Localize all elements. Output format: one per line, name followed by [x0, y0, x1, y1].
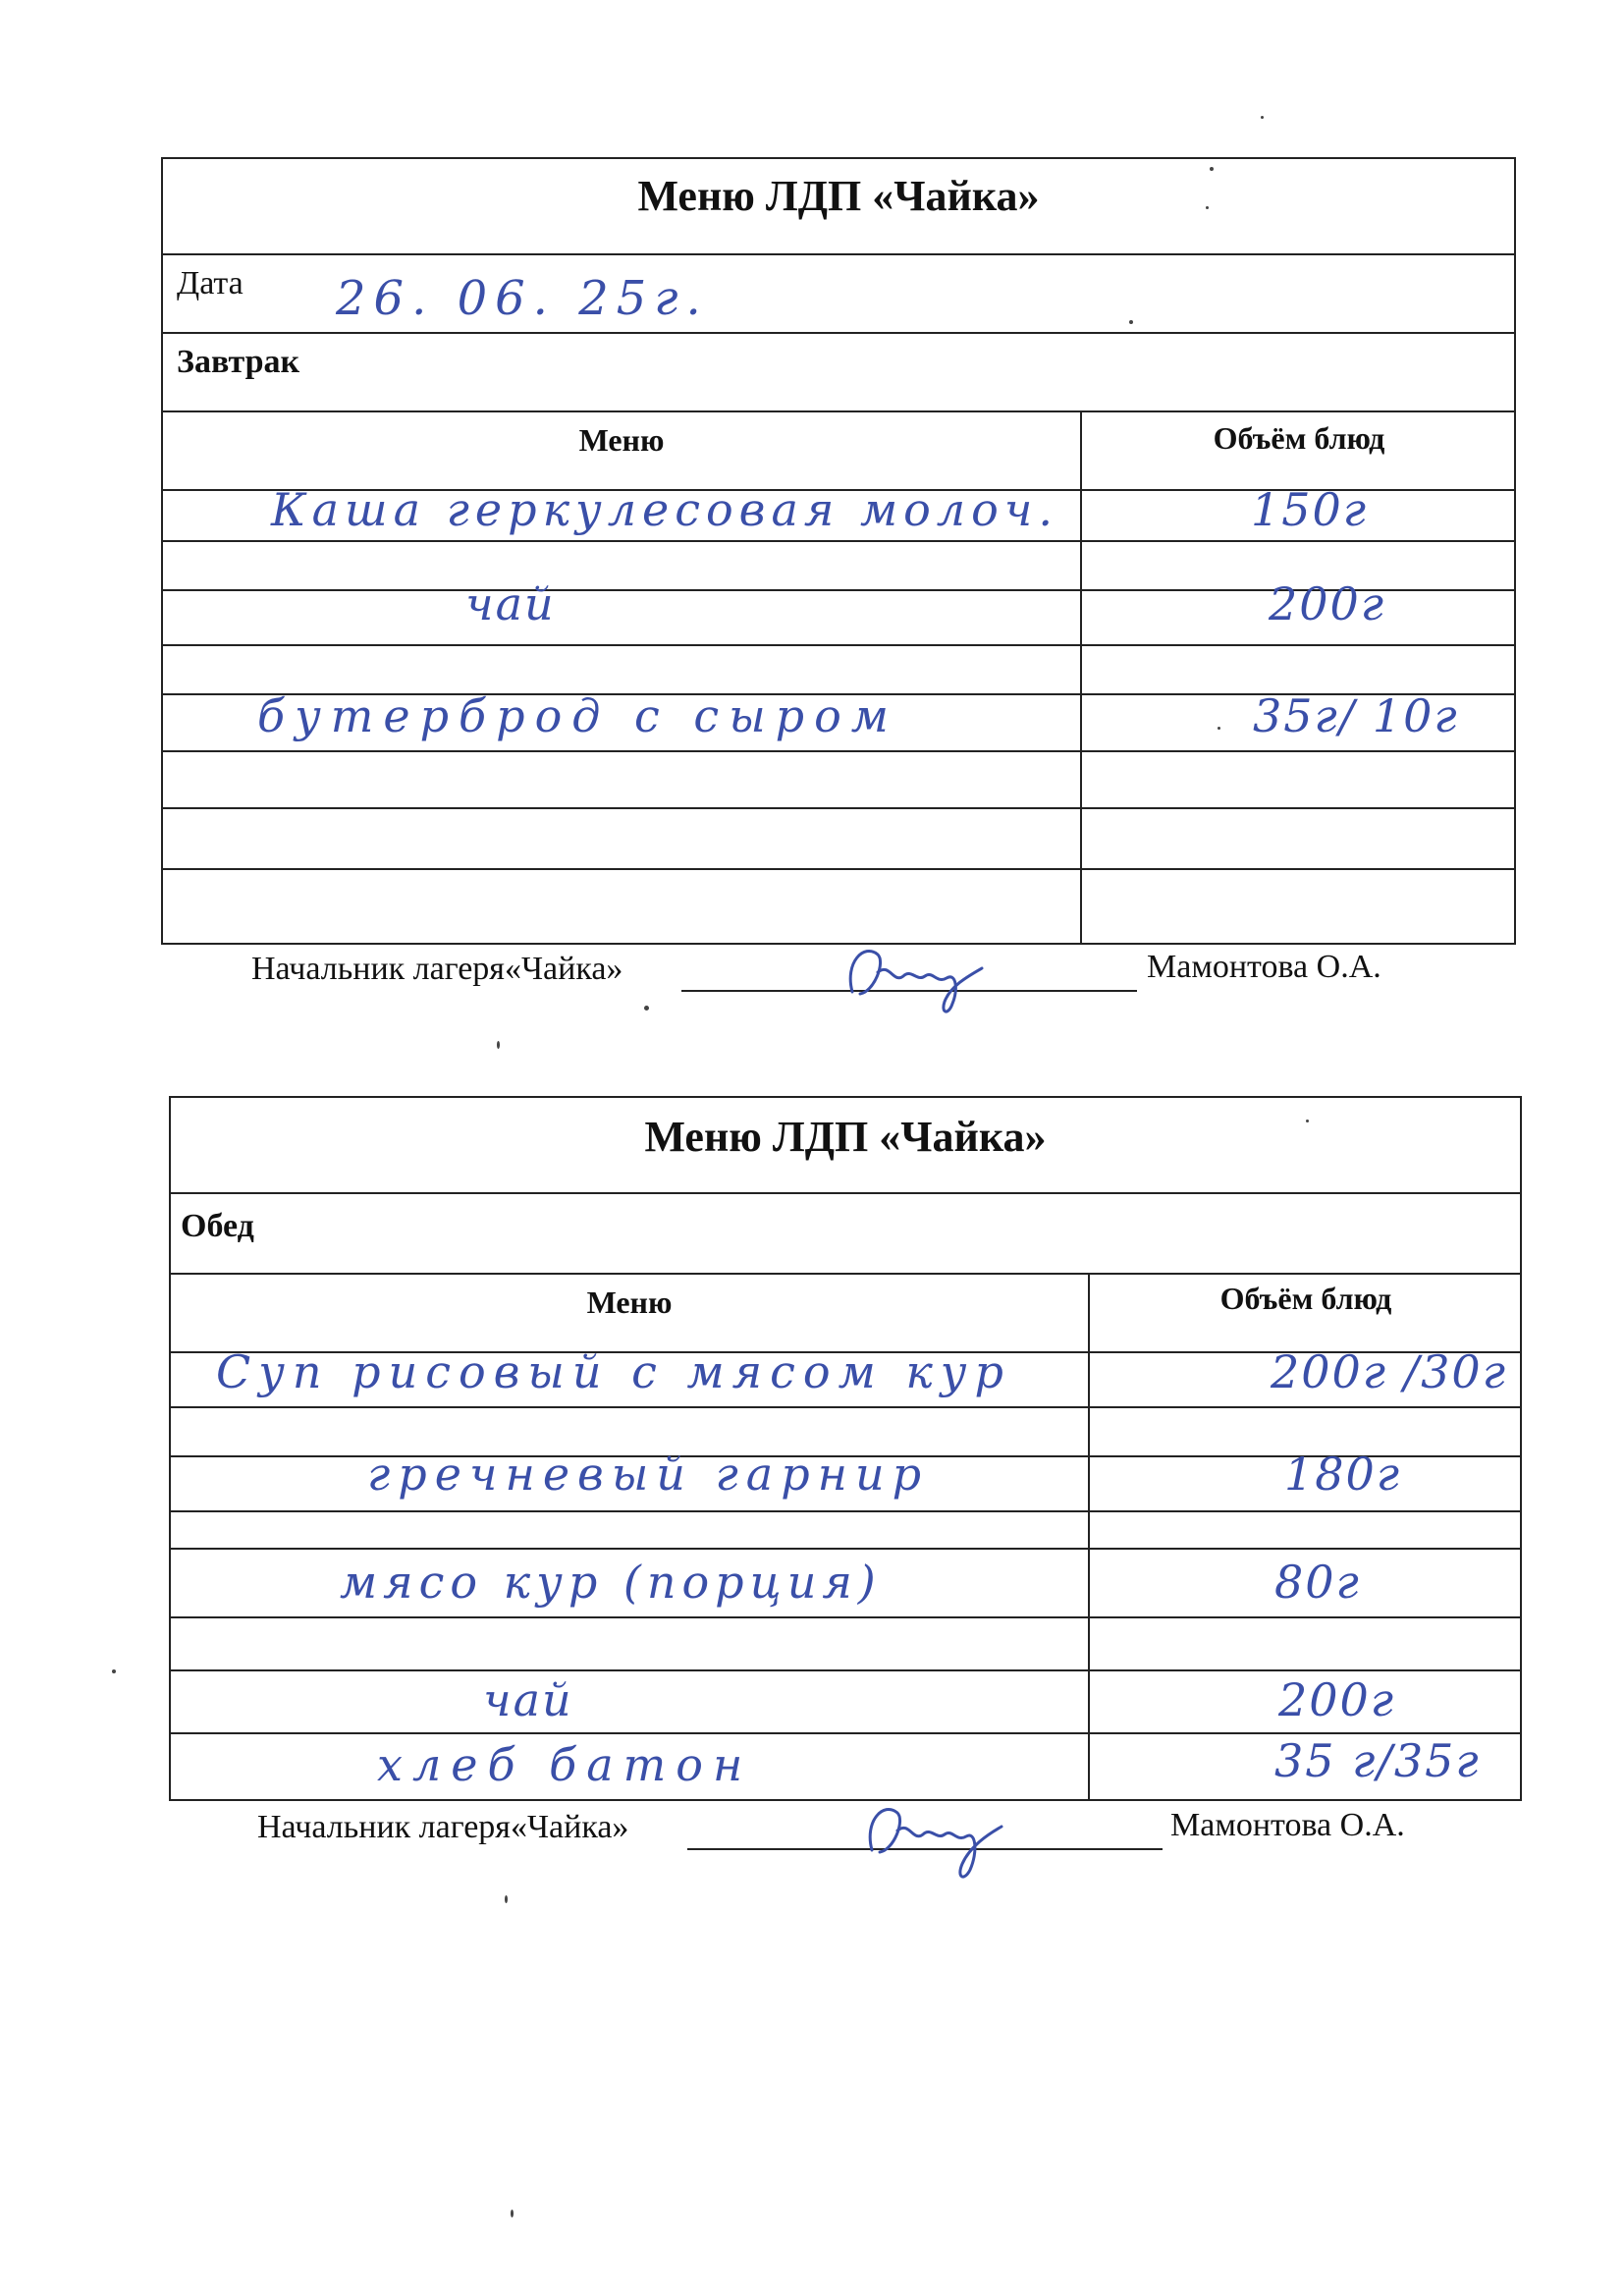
row-line	[171, 1669, 1520, 1671]
divider	[171, 1273, 1520, 1275]
column-header-volume: Объём блюд	[1219, 1281, 1392, 1316]
scan-speck	[505, 1895, 508, 1903]
footer-position: Начальник лагеря«Чайка»	[257, 1809, 629, 1845]
column-header-menu: Меню	[578, 422, 665, 458]
scan-speck	[112, 1669, 116, 1673]
row-line	[163, 750, 1514, 752]
row-line	[171, 1616, 1520, 1618]
footer-position: Начальник лагеря«Чайка»	[251, 951, 623, 987]
column-header-menu: Меню	[586, 1285, 673, 1320]
volume-entry: 35г/ 10г	[1253, 689, 1459, 742]
date-label: Дата	[177, 265, 244, 301]
row-line	[171, 1548, 1520, 1550]
volume-entry: 200г /30г	[1271, 1345, 1507, 1398]
dish-entry: Каша геркулесовая молоч.	[271, 483, 1059, 536]
scan-speck	[1210, 167, 1214, 171]
scan-speck	[511, 2210, 514, 2217]
scan-speck	[1261, 116, 1264, 119]
volume-entry: 180г	[1284, 1448, 1402, 1501]
scan-speck	[1206, 206, 1209, 209]
row-line	[163, 644, 1514, 646]
volume-entry: 35 г/35г	[1274, 1734, 1481, 1787]
breakfast-menu-form	[161, 157, 1516, 945]
scan-speck	[644, 1006, 649, 1011]
divider	[171, 1192, 1520, 1194]
row-line	[171, 1510, 1520, 1512]
divider	[163, 332, 1514, 334]
volume-entry: 150г	[1251, 483, 1369, 536]
footer-name: Мамонтова О.А.	[1170, 1807, 1405, 1843]
meal-label: Обед	[181, 1208, 254, 1244]
row-line	[171, 1406, 1520, 1408]
scan-speck	[1218, 727, 1220, 730]
scan-speck	[1129, 320, 1133, 324]
dish-entry: чай	[465, 577, 556, 630]
dish-entry: мясо кур (порция)	[340, 1556, 882, 1609]
column-header-volume: Объём блюд	[1213, 420, 1385, 456]
volume-entry: 200г	[1269, 577, 1386, 630]
dish-entry: чай	[483, 1673, 573, 1726]
volume-entry: 80г	[1274, 1556, 1361, 1609]
dish-entry: бутерброд с сыром	[257, 689, 898, 742]
scan-speck	[1306, 1120, 1309, 1122]
dish-entry: хлеб батон	[377, 1738, 753, 1791]
scan-speck	[497, 1041, 500, 1049]
divider	[163, 253, 1514, 255]
signature-mark	[854, 1791, 1011, 1886]
form-title: Меню ЛДП «Чайка»	[637, 172, 1040, 220]
divider	[163, 410, 1514, 412]
footer-name: Мамонтова О.А.	[1147, 949, 1381, 985]
lunch-menu-form	[169, 1096, 1522, 1801]
row-line	[163, 807, 1514, 809]
row-line	[163, 868, 1514, 870]
signature-mark	[835, 933, 992, 1021]
volume-entry: 200г	[1278, 1673, 1396, 1726]
dish-entry: Суп рисовый с мясом кур	[216, 1345, 1011, 1398]
form-title: Меню ЛДП «Чайка»	[644, 1113, 1047, 1161]
date-value: 26. 06. 25г.	[336, 271, 709, 326]
meal-label: Завтрак	[177, 344, 300, 380]
row-line	[163, 540, 1514, 542]
dish-entry: гречневый гарнир	[367, 1448, 930, 1501]
